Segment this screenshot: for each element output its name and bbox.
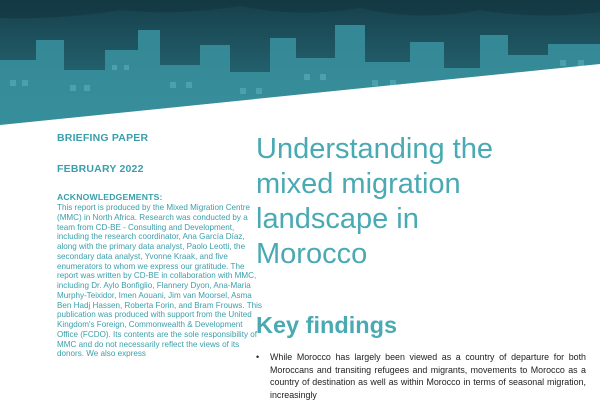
title-line: Morocco xyxy=(256,238,368,270)
title-line: landscape in xyxy=(256,203,419,235)
cover-photo xyxy=(0,0,600,125)
acknowledgements-heading: ACKNOWLEDGEMENTS: xyxy=(57,192,163,202)
cover-sidebar xyxy=(57,132,262,359)
document-type-label: BRIEFING PAPER xyxy=(57,132,149,144)
bullet-icon: • xyxy=(256,352,260,362)
title-line: Understanding the xyxy=(256,133,493,165)
city-skyline-image xyxy=(0,0,600,125)
key-findings-list xyxy=(256,351,586,401)
title-line: mixed migration xyxy=(256,168,461,200)
report-title xyxy=(256,132,586,272)
acknowledgements-text: This report is produced by the Mixed Migration Centre (MMC) in North Africa. Research was conducted by a team from CD-BE - Consulting and Development, including the research coordinator, Ana García Díaz, along with the primary data analyst, Paolo Leotti, the secondary data analyst, Yvonne Kraak, and five enumerators to whom we express our gratitude. The report was written by CD-BE in collaboration with MMC, including Dr. Aylo Bonfiglio, Flannery Dyon, Ana-Maria Murphy-Teixidor, Imen Aouani, Jim van Moorsel, Asma Ben Hadj Hassen, Roberta Forin, and Bram Frouws. This publication was produced with support from the United Kingdom's Foreign, Commonwealth & Development Office (FCDO). Its contents are the sole responsibility of MMC and do not necessarily reflect the views of its donors. We also express xyxy=(57,203,262,359)
key-findings-heading: Key findings xyxy=(256,312,398,338)
publication-date: FEBRUARY 2022 xyxy=(57,163,144,175)
list-item: While Morocco has largely been viewed as a country of departure for both Moroccans and transiting refugees and migrants, movements to Morocco as a country of destination as well as within Morocco in terms of seasonal migration, increasingly xyxy=(270,352,586,400)
